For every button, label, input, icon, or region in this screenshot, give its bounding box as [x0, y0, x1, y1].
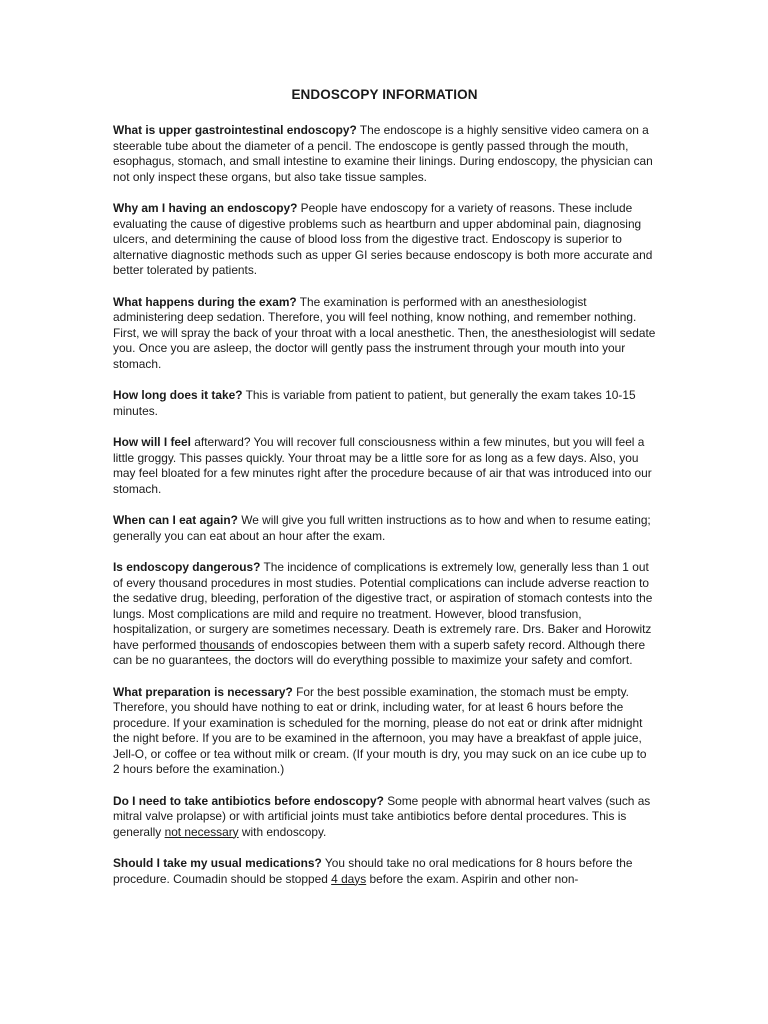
question: When can I eat again?	[113, 513, 238, 527]
document-title: ENDOSCOPY INFORMATION	[291, 87, 478, 102]
document-body	[113, 86, 656, 903]
qa-how-feel	[113, 435, 656, 497]
question: Is endoscopy dangerous?	[113, 560, 261, 574]
answer: The examination is performed with an anesthesiologist administering deep sedation. Therefore, you will feel nothing, know nothing, and remember nothing. First, we will spray the back of your throat with a local anesthetic. Then, the anesthesiologist will sedate you. Once you are asleep, the doctor will gently pass the instrument through your mouth into your stomach.	[113, 294, 656, 371]
underlined-emphasis: 4 days	[331, 871, 367, 886]
answer-part: before the exam. Aspirin and other non-	[369, 871, 579, 886]
answer: The endoscope is a highly sensitive video camera on a steerable tube about the diameter of a pencil. The endoscope is gently passed through the mouth, esophagus, stomach, and small intestine to examine their linings. During endoscopy, the physician can not only inspect these organs, but also take tissue samples.	[113, 123, 653, 184]
answer-part: You should take no oral medications for 8 hours before the procedure. Coumadin should be stopped	[113, 856, 633, 886]
answer-part: Some people with abnormal heart valves (such as mitral valve prolapse) or with artificial joints must take antibiotics before dental procedures. This is generally	[113, 793, 651, 839]
question: How long does it take?	[113, 388, 243, 402]
qa-how-long	[113, 388, 656, 419]
qa-antibiotics	[113, 794, 656, 841]
qa-medications	[113, 856, 656, 887]
answer-part: The incidence of complications is extremely low, generally less than 1 out of every thousand procedures in most studies. Potential complications can include adverse reaction to the sedative drug, bleeding, perforation of the digestive tract, or aspiration of stomach contests into the lungs. Most complications are mild and require no treatment. However, blood transfusion, hospitalization, or surgery are sometimes necessary. Death is extremely rare. Drs. Baker and Horowitz have performed	[113, 560, 653, 652]
answer: This is variable from patient to patient, but generally the exam takes 10-15 minutes.	[113, 388, 636, 418]
answer: People have endoscopy for a variety of reasons. These include evaluating the cause of digestive problems such as heartburn and upper abdominal pain, diagnosing ulcers, and determining the cause of blood loss from the digestive tract. Endoscopy is superior to alternative diagnostic methods such as upper GI series because endoscopy is both more accurate and better tolerated by patients.	[113, 201, 653, 277]
question: What preparation is necessary?	[113, 684, 293, 699]
answer: afterward? You will recover full consciousness within a few minutes, but you will feel a little groggy. This passes quickly. Your throat may be a little sore for as long as a few days. Also, you may feel bloated for a few minutes right after the procedure because of air that was introduced into our stomach.	[113, 435, 652, 496]
question: Do I need to take antibiotics before endoscopy?	[113, 793, 384, 808]
qa-during-exam	[113, 295, 656, 373]
qa-eat-again	[113, 513, 656, 544]
answer-part: with endoscopy.	[241, 824, 327, 839]
question: Should I take my usual medications?	[113, 856, 322, 870]
qa-why-endoscopy	[113, 201, 656, 279]
question: Why am I having an endoscopy?	[113, 201, 298, 215]
underlined-emphasis: not necessary	[164, 824, 239, 839]
qa-endoscopy-definition	[113, 123, 656, 185]
underlined-emphasis: thousands	[199, 637, 255, 652]
answer: For the best possible examination, the stomach must be empty. Therefore, you should have nothing to eat or drink, including water, for at least 6 hours before the procedure. If your examination is scheduled for the morning, please do not eat or drink after midnight the night before. If you are to be examined in the afternoon, you may have a breakfast of apple juice, Jell-O, or coffee or tea without milk or cream. (If your mouth is dry, you may suck on an ice cube up to 2 hours before the examination.)	[113, 684, 647, 776]
answer-part: of endoscopies between them with a superb safety record. Although there can be no guarantees, the doctors will do everything possible to maximize your safety and comfort.	[113, 637, 646, 667]
answer: We will give you full written instructions as to how and when to resume eating; generally you can eat about an hour after the exam.	[113, 513, 651, 543]
question: What happens during the exam?	[113, 294, 297, 309]
qa-dangerous	[113, 560, 656, 669]
qa-preparation	[113, 685, 656, 778]
question: What is upper gastrointestinal endoscopy?	[113, 123, 357, 137]
question: How will I feel	[113, 435, 191, 449]
